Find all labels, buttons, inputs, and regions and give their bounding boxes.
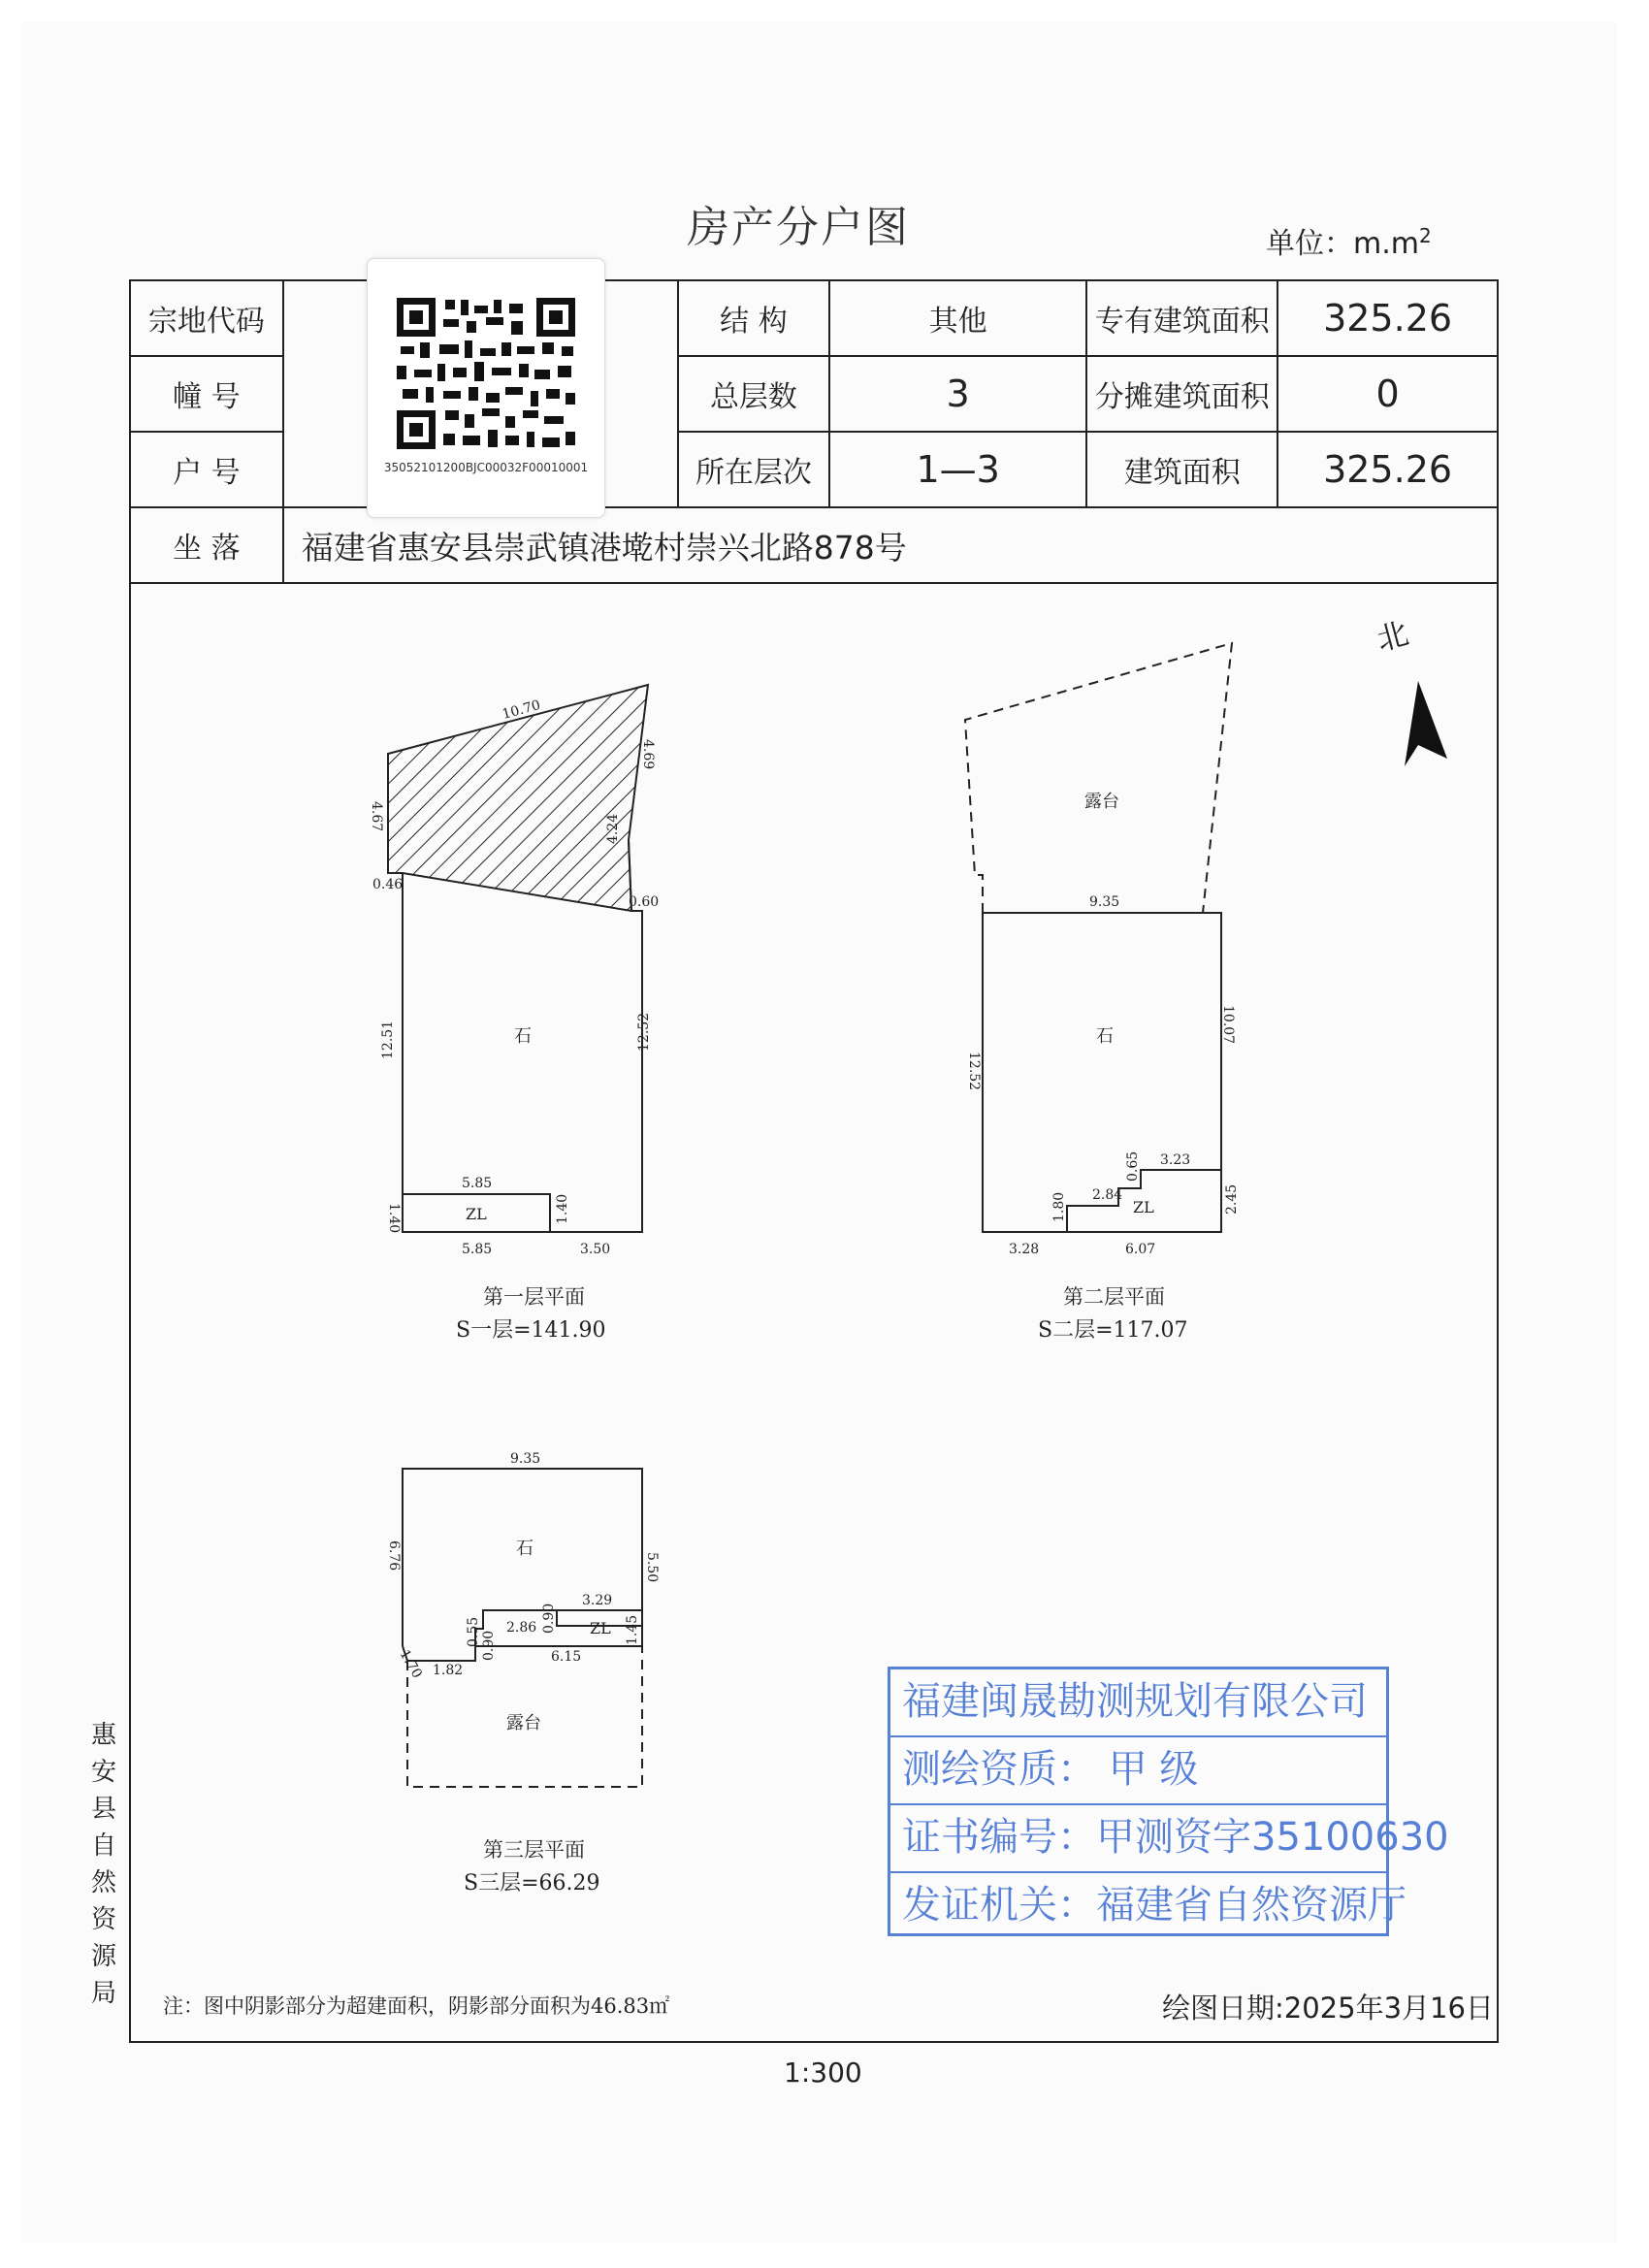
side-char: 自: [90, 1831, 116, 1861]
dimension-label: 1.82: [433, 1663, 464, 1678]
stamp-line-qualification: 测绘资质： 甲 级: [890, 1737, 1386, 1805]
dimension-label: 0.65: [1125, 1150, 1141, 1182]
surveyor-stamp: [888, 1667, 1449, 1936]
stamp-line-issuer: 发证机关：福建省自然资源厅: [902, 1883, 1406, 1928]
dimension-label: 9.35: [1089, 894, 1120, 910]
floor2-room-label: 石: [1096, 1026, 1114, 1047]
dimension-label: 1.40: [386, 1203, 402, 1234]
dimension-label: 2.45: [1224, 1183, 1240, 1215]
exclusive-area-value: 325.26: [1277, 280, 1498, 356]
parcel-code-label: 宗地代码: [130, 280, 283, 356]
floor2-area: S二层=117.07: [1038, 1318, 1188, 1343]
dimension-label: 9.35: [510, 1451, 541, 1467]
side-authority-label: [89, 1717, 118, 2012]
side-char: 资: [90, 1905, 116, 1934]
floor2-title: 第二层平面: [1063, 1285, 1165, 1309]
floor3-title: 第三层平面: [483, 1838, 585, 1862]
floor1-room-label: 石: [514, 1026, 532, 1047]
location-value: 福建省惠安县崇武镇港墘村崇兴北路878号: [283, 507, 1498, 583]
floor2-plan: [965, 643, 1232, 1232]
dimension-label: 10.70: [501, 697, 542, 723]
dimension-label: 0.90: [541, 1603, 557, 1634]
floor1-zl-label: ZL: [466, 1205, 487, 1223]
dimension-label: 0.60: [629, 894, 660, 910]
dimension-label: 12.51: [380, 1020, 396, 1059]
qr-code-text: 35052101200BJC00032F00010001: [383, 461, 589, 474]
floor1-plan: [388, 685, 648, 1232]
floor3-terrace-label: 露台: [506, 1713, 541, 1733]
dimension-label: 2.86: [506, 1620, 537, 1636]
building-area-label: 建筑面积: [1086, 432, 1277, 507]
floor1-area: S一层=141.90: [456, 1318, 606, 1343]
footnote: 注：图中阴影部分为超建面积，阴影部分面积为46.83㎡: [163, 1994, 670, 2018]
side-char: 县: [90, 1795, 116, 1824]
dimension-label: 6.07: [1125, 1242, 1156, 1257]
dimension-label: 1.80: [1051, 1191, 1067, 1222]
side-char: 局: [90, 1979, 116, 2008]
floor2-dimensions: [966, 894, 1240, 1257]
dimension-label: 4.67: [369, 801, 384, 832]
floor1-title: 第一层平面: [483, 1285, 585, 1309]
location-label: 坐 落: [130, 507, 283, 583]
dimension-label: 0.90: [481, 1630, 497, 1661]
unit-no-label: 户 号: [130, 432, 283, 507]
floor3-area: S三层=66.29: [464, 1871, 600, 1895]
floor3-zl-label: ZL: [590, 1619, 611, 1637]
structure-value: 其他: [829, 280, 1087, 356]
dimension-label: 12.52: [636, 1012, 652, 1052]
shared-area-label: 分摊建筑面积: [1086, 356, 1277, 432]
page-title: 房产分户图: [687, 203, 910, 252]
north-arrow-icon: [1405, 681, 1447, 766]
unit-text: 单位：m.m: [1266, 227, 1419, 261]
dimension-label: 2.84: [1092, 1187, 1123, 1203]
dimension-label: 5.85: [462, 1176, 493, 1191]
side-char: 然: [90, 1868, 116, 1897]
dimension-label: 3.23: [1160, 1152, 1191, 1168]
north-label: 北: [1373, 614, 1412, 659]
building-area-value: 325.26: [1277, 432, 1498, 507]
dimension-label: 5.50: [644, 1552, 660, 1583]
dimension-label: 3.28: [1009, 1242, 1040, 1257]
total-floors-value: 3: [829, 356, 1087, 432]
building-no-label: 幢 号: [130, 356, 283, 432]
dimension-label: 0.46: [372, 877, 404, 892]
scale-label: 1:300: [784, 2057, 862, 2089]
floor-range-label: 所在层次: [678, 432, 829, 507]
floor-range-value: 1—3: [829, 432, 1087, 507]
dimension-label: 4.24: [605, 813, 621, 844]
shared-area-value: 0: [1277, 356, 1498, 432]
dimension-label: 6.15: [551, 1649, 582, 1665]
unit-superscript: 2: [1418, 224, 1432, 247]
dimension-label: 6.76: [386, 1540, 402, 1571]
exclusive-area-label: 专有建筑面积: [1086, 280, 1277, 356]
dimension-label: 1.45: [625, 1614, 640, 1645]
side-char: 安: [90, 1758, 116, 1787]
structure-label: 结 构: [678, 280, 829, 356]
floor2-terrace-outline: [965, 643, 1232, 913]
dimension-label: 1.40: [555, 1193, 570, 1224]
floor2-terrace-label: 露台: [1084, 792, 1119, 812]
floor2-zl-label: ZL: [1133, 1198, 1154, 1216]
draw-date: 绘图日期:2025年3月16日: [1162, 1992, 1494, 2025]
stamp-line-certificate: 证书编号：甲测资字35100630: [890, 1805, 1386, 1873]
floor3-room-label: 石: [516, 1539, 534, 1559]
stamp-line-company: 福建闽晟勘测规划有限公司: [890, 1669, 1386, 1737]
dimension-label: 4.69: [640, 739, 656, 770]
floor2-outline: [983, 913, 1221, 1232]
dimension-label: 1.70: [396, 1647, 425, 1681]
dimension-label: 12.52: [966, 1052, 982, 1091]
dimension-label: 3.29: [582, 1593, 613, 1608]
dimension-label: 10.07: [1220, 1005, 1236, 1045]
total-floors-label: 总层数: [678, 356, 829, 432]
dimension-label: 3.50: [580, 1242, 611, 1257]
side-char: 源: [90, 1942, 116, 1971]
dimension-label: 0.55: [466, 1616, 481, 1647]
dimension-label: 5.85: [462, 1242, 493, 1257]
side-char: 惠: [90, 1721, 116, 1750]
